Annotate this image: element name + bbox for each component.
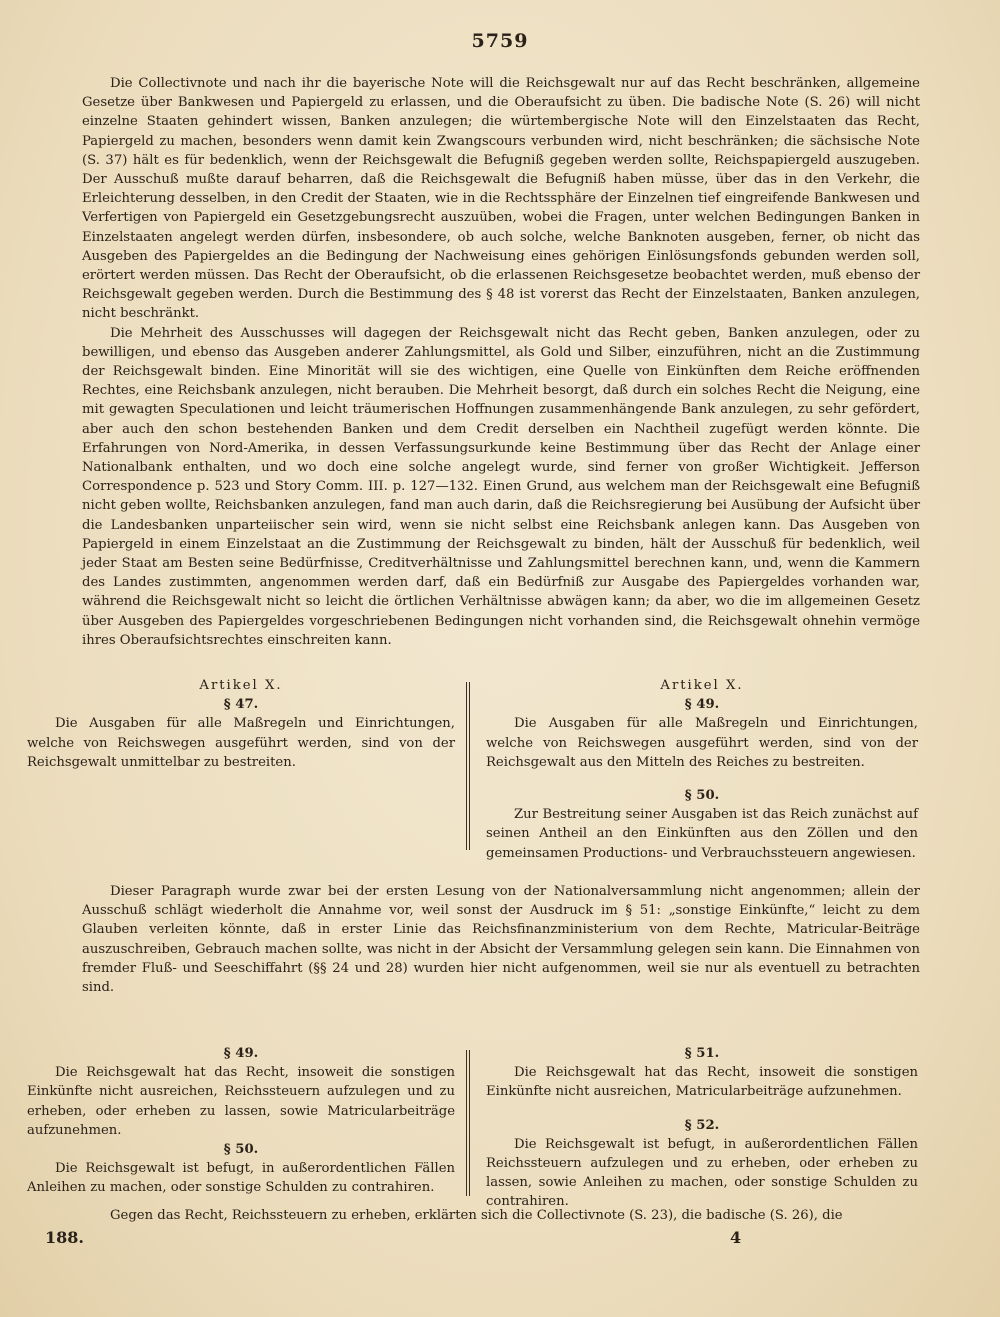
section-text: Die Reichsgewalt hat das Recht, insoweit die sonstigen Einkünfte nicht ausreichen, Reichssteuern aufzulegen und zu erheben, oder erheben zu lassen, sowie Matricularbeiträge aufzunehmen. [27, 1065, 455, 1138]
right-column-article-x [486, 676, 918, 863]
section-text: Zur Bestreitung seiner Ausgaben ist das Reich zunächst auf seinen Antheil an den Einkünften aus den Zöllen und den gemeinsamen Productions- und Verbrauchssteuern angewiesen. [486, 807, 918, 861]
section-heading: § 47. [223, 697, 259, 713]
paragraph: Gegen das Recht, Reichssteuern zu erheben, erklärten sich die Collectivnote (S. 23), die badische (S. 26), die [110, 1208, 843, 1223]
section-heading: § 50. [223, 1142, 259, 1158]
closing-text [82, 1206, 920, 1225]
section-heading: § 49. [223, 1046, 259, 1061]
section-heading: § 51. [684, 1046, 720, 1061]
paragraph: Die Collectivnote und nach ihr die bayerische Note will die Reichsgewalt nur auf das Recht beschränken, allgemeine Gesetze über Bankwesen und Papiergeld zu erlassen, und die Oberaufsicht zu üben. Die badische Note (S. 26) will nicht einzelne Staaten gehindert wissen, Banken anzulegen; die würtembergische Note will den Einzelstaaten das Recht, Papiergeld zu machen, besonders wenn damit kein Zwangscours verbunden wird, nicht beschränken; die sächsische Note (S. 37) hält es für bedenklich, wenn der Reichsgewalt die Befugniß gegeben werden sollte, Reichspapiergeld auszugeben. Der Ausschuß mußte darauf beharren, daß die Reichsgewalt die Befugniß haben müsse, über das in den Verkehr, die Erleichterung desselben, in den Credit der Staaten, wie in die Rechtssphäre der Einzelnen tief eingreifende Bankwesen und Verfertigen von Papiergeld ein Gesetzgebungsrecht auszuüben, wobei die Fragen, unter welchen Bedingungen Banken in Einzelstaaten angelegt werden dürfen, insbesondere, ob auch solche, welche Banknoten ausgeben, ferner, ob nicht das Ausgeben des Papiergeldes an die Bedingung der Nachweisung eines gehörigen Einlösungsfonds gebunden werden soll, erörtert werden müssen. Das Recht der Oberaufsicht, ob die erlassenen Reichsgesetze beobachtet werden, muß ebenso der Reichsgewalt gegeben werden. Durch die Bestimmung des § 48 ist vorerst das Recht der Einzelstaaten, Banken anzulegen, nicht beschränkt. [82, 76, 920, 322]
left-column-article-x [27, 676, 455, 772]
column-divider [466, 682, 470, 850]
column-divider [466, 1050, 470, 1196]
printer-signature: 188. [45, 1228, 84, 1247]
section-heading: § 49. [684, 697, 720, 713]
left-column-sections [27, 1044, 455, 1198]
section-text: Die Reichsgewalt ist befugt, in außerordentlichen Fällen Anleihen zu machen, oder sonstige Schulden zu contrahiren. [27, 1161, 455, 1196]
page-number: 5759 [471, 30, 529, 52]
commentary-text [82, 882, 920, 997]
sheet-number: 4 [730, 1228, 742, 1247]
section-text: Die Ausgaben für alle Maßregeln und Einrichtungen, welche von Reichswegen ausgeführt werden, sind von der Reichsgewalt unmittelbar zu bestreiten. [27, 716, 455, 770]
paragraph: Dieser Paragraph wurde zwar bei der ersten Lesung von der Nationalversammlung nicht angenommen; allein der Ausschuß schlägt wiederholt die Annahme vor, weil sonst der Ausdruck im § 51: „sonstige Einkünfte,“ leicht zu dem Glauben verleiten könnte, daß in erster Linie das Reichsfinanzministerium von dem Rechte, Matricular-Beiträge auszuschreiben, Gebrauch machen sollte, was nicht in der Absicht der Versammlung gelegen sein kann. Die Einnahmen von fremder Fluß- und Seeschiffahrt (§§ 24 und 28) wurden hier nicht aufgenommen, weil sie nur als eventuell zu betrachten sind. [82, 884, 920, 996]
article-heading: Artikel X. [660, 678, 744, 693]
right-column-sections [486, 1044, 918, 1212]
section-text: Die Reichsgewalt ist befugt, in außerordentlichen Fällen Reichssteuern aufzulegen und zu erheben, oder erheben zu lassen, sowie Anleihen zu machen, oder sonstige Schulden zu contrahiren. [486, 1136, 918, 1210]
section-text: Die Reichsgewalt hat das Recht, insoweit die sonstigen Einkünfte nicht ausreichen, Matricularbeiträge aufzunehmen. [486, 1065, 918, 1100]
article-heading: Artikel X. [199, 678, 283, 693]
paragraph: Die Mehrheit des Ausschusses will dagegen der Reichsgewalt nicht das Recht geben, Banken anzulegen, oder zu bewilligen, und ebenso das Ausgeben anderer Zahlungsmittel, als Gold und Silber, einzuführen, nicht an die Zustimmung der Reichsgewalt binden. Eine Minorität will sie des wichtigen, eine Quelle von Einkünften dem Reiche eröffnenden Rechtes, eine Reichsbank anzulegen, nicht berauben. Die Mehrheit besorgt, daß durch ein solches Recht die Neigung, eine mit gewagten Speculationen und leicht träumerischen Hoffnungen zusammenhängende Bank anzulegen, zu sehr gefördert, aber auch den schon bestehenden Banken und dem Credit derselben ein Nachtheil zugefügt werden könnte. Die Erfahrungen von Nord-Amerika, in dessen Verfassungsurkunde keine Bestimmung über das Recht der Anlage einer Nationalbank enthalten, und wo doch eine solche angelegt wurde, sind ferner von großer Wichtigkeit. Jefferson Correspondence p. 523 und Story Comm. III. p. 127—132. Einen Grund, aus welchem man der Reichsgewalt eine Befugniß nicht geben wollte, Reichsbanken anzulegen, fand man auch darin, daß die Reichsregierung bei Ausübung der Aufsicht über die Landesbanken unparteiischer sein wird, wenn sie nicht selbst eine Reichsbank anlegen kann. Das Ausgeben von Papiergeld in einem Einzelstaat an die Zustimmung der Reichsgewalt zu binden, hält der Ausschuß für bedenklich, weil jeder Staat am Besten seine Bedürfnisse, Creditverhältnisse und Zahlungsmittel berechnen kann, und, wenn die Kammern des Landes zustimmten, angenommen werden darf, daß ein Bedürfniß zur Ausgabe des Papiergeldes vorhanden war, während die Reichsgewalt nicht so leicht die örtlichen Verhältnisse abwägen kann; da aber, wo die im allgemeinen Gesetz über Ausgeben des Papiergeldes vorgeschriebenen Bedingungen nicht vorhanden sind, die Reichsgewalt ohnehin vermöge ihres Oberaufsichtsrechtes einschreiten kann. [82, 325, 920, 648]
section-text: Die Ausgaben für alle Maßregeln und Einrichtungen, welche von Reichswegen ausgeführt werden, sind von der Reichsgewalt aus den Mitteln des Reiches zu bestreiten. [486, 716, 918, 770]
main-text [82, 74, 920, 650]
section-heading: § 52. [684, 1117, 720, 1133]
section-heading: § 50. [684, 788, 720, 804]
